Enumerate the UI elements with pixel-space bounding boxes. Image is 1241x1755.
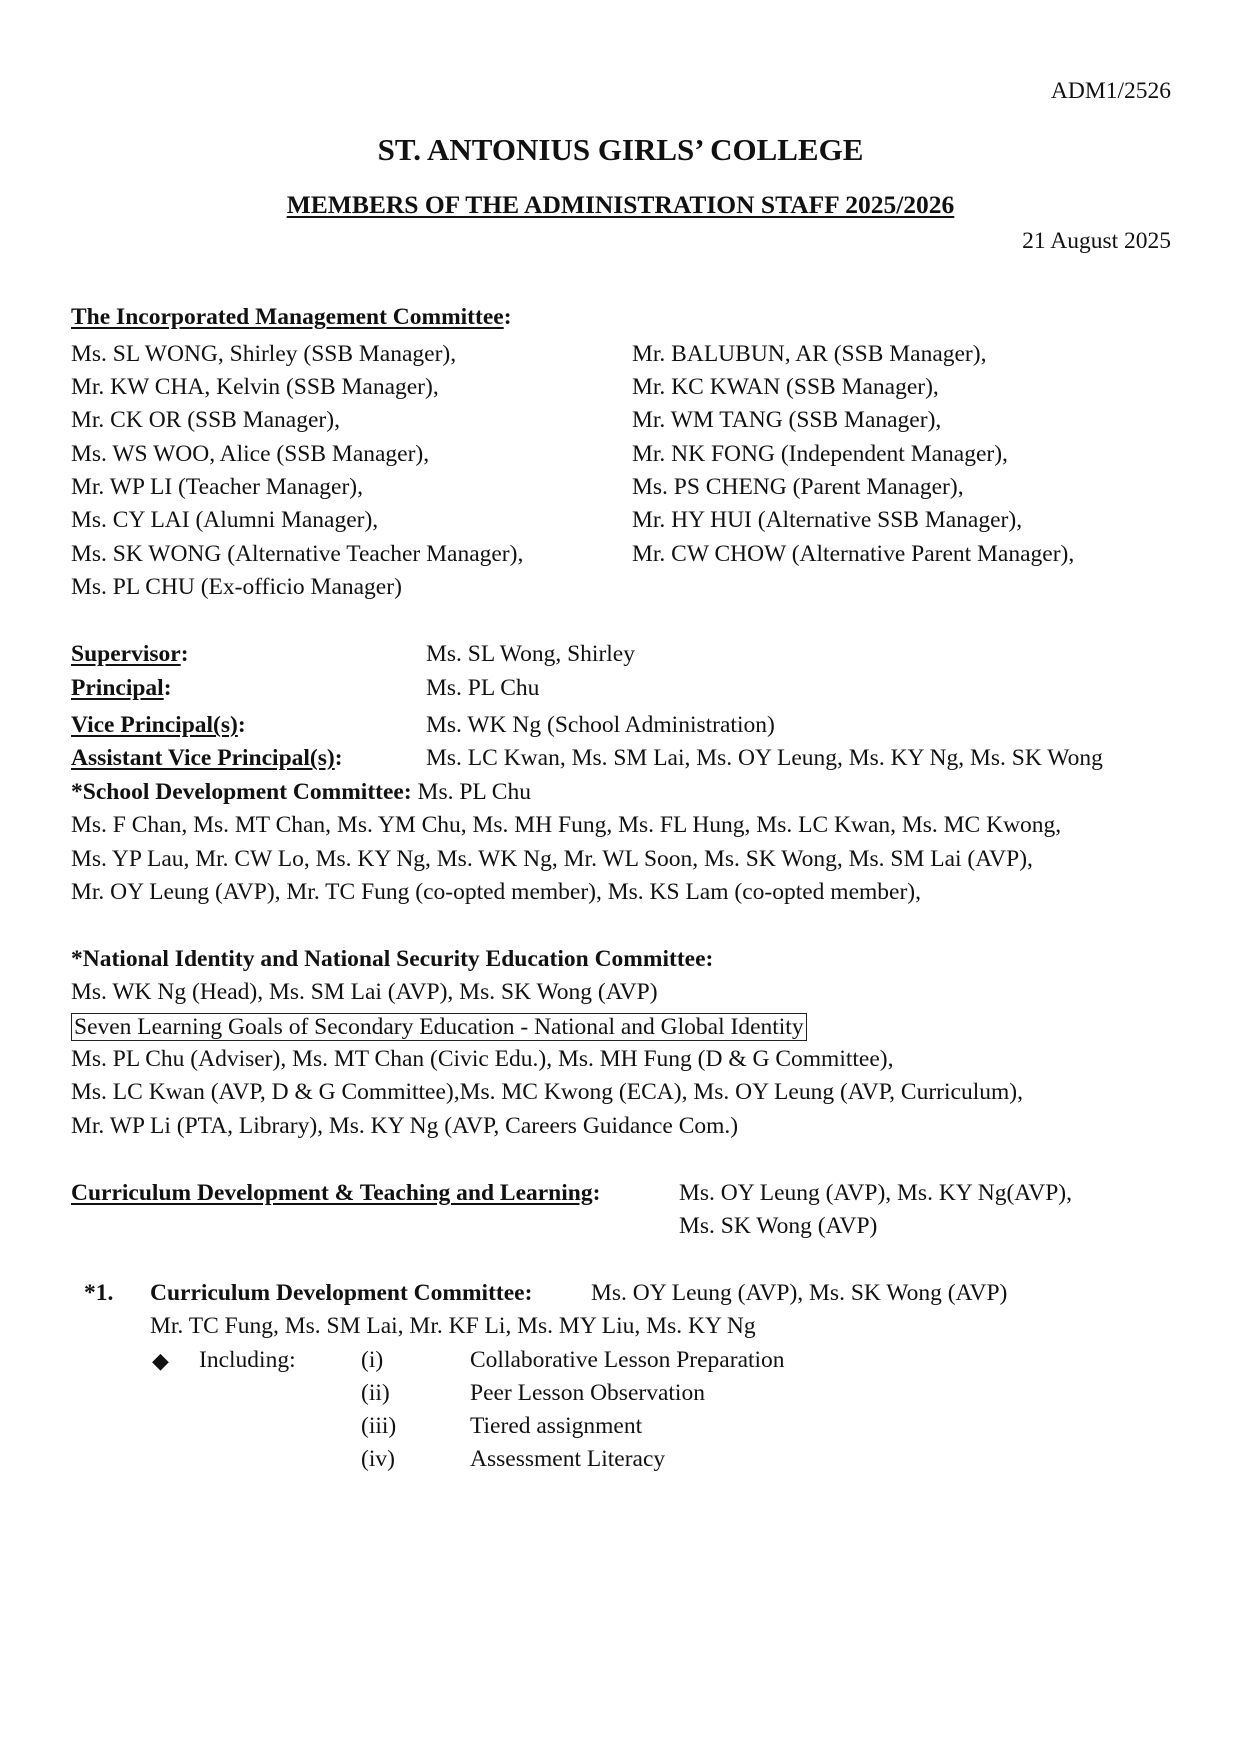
imc-member-left: Ms. SL WONG, Shirley (SSB Manager), [71,341,457,367]
imc-member-right: Mr. NK FONG (Independent Manager), [632,441,1008,467]
role-label-assistant-vice-principal: Assistant Vice Principal(s): [71,745,343,771]
imc-member-right: Mr. BALUBUN, AR (SSB Manager), [632,341,987,367]
role-value-supervisor: Ms. SL Wong, Shirley [426,641,635,667]
sdc-members: Ms. F Chan, Ms. MT Chan, Ms. YM Chu, Ms. MH Fung, Ms. FL Hung, Ms. LC Kwan, Ms. MC Kwong, [71,812,1062,838]
list-item: Tiered assignment [470,1413,643,1439]
cdtl-heading: Curriculum Development & Teaching and Learning: [71,1180,601,1206]
list-item-number: (i) [361,1347,384,1373]
sdc-heading: *School Development Committee: [71,779,412,805]
cdtl-heads: Ms. OY Leung (AVP), Ms. KY Ng(AVP), [679,1180,1072,1206]
cdc-heading: Curriculum Development Committee: [150,1280,533,1306]
imc-member-left: Ms. CY LAI (Alumni Manager), [71,507,379,533]
imc-member-left: Ms. PL CHU (Ex-officio Manager) [71,574,402,600]
imc-member-left: Ms. WS WOO, Alice (SSB Manager), [71,441,430,467]
sdc-members: Mr. OY Leung (AVP), Mr. TC Fung (co-opted member), Ms. KS Lam (co-opted member), [71,879,922,905]
nise-members: Mr. WP Li (PTA, Library), Ms. KY Ng (AVP, Careers Guidance Com.) [71,1113,739,1139]
role-label-supervisor: Supervisor: [71,641,189,667]
nise-heads: Ms. WK Ng (Head), Ms. SM Lai (AVP), Ms. SK Wong (AVP) [71,979,658,1005]
nise-heading: *National Identity and National Security Education Committee: [71,946,714,972]
list-item: Peer Lesson Observation [470,1380,705,1406]
nise-members: Ms. LC Kwan (AVP, D & G Committee),Ms. MC Kwong (ECA), Ms. OY Leung (AVP, Curriculum), [71,1079,1023,1105]
imc-member-left: Ms. SK WONG (Alternative Teacher Manager), [71,541,524,567]
nise-learning-goal-box: Seven Learning Goals of Secondary Education - National and Global Identity [71,1011,807,1044]
role-value-assistant-vice-principal: Ms. LC Kwan, Ms. SM Lai, Ms. OY Leung, Ms. KY Ng, Ms. SK Wong [426,745,1103,771]
sdc-members: Ms. YP Lau, Mr. CW Lo, Ms. KY Ng, Ms. WK Ng, Mr. WL Soon, Ms. SK Wong, Ms. SM Lai (AVP), [71,846,1033,872]
nise-members: Ms. PL Chu (Adviser), Ms. MT Chan (Civic Edu.), Ms. MH Fung (D & G Committee), [71,1046,894,1072]
school-name: ST. ANTONIUS GIRLS’ COLLEGE [377,132,864,167]
sdc-heading-line [71,776,531,809]
list-item-number: (ii) [361,1380,390,1406]
document-date: 21 August 2025 [1022,228,1171,254]
including-label: Including: [199,1347,296,1373]
list-item: Collaborative Lesson Preparation [470,1347,785,1373]
list-item-number: (iv) [361,1446,395,1472]
cdc-members: Mr. TC Fung, Ms. SM Lai, Mr. KF Li, Ms. MY Liu, Ms. KY Ng [150,1313,756,1339]
imc-member-left: Mr. WP LI (Teacher Manager), [71,474,363,500]
imc-member-left: Mr. KW CHA, Kelvin (SSB Manager), [71,374,439,400]
imc-member-right: Mr. CW CHOW (Alternative Parent Manager), [632,541,1075,567]
cdc-heads: Ms. OY Leung (AVP), Ms. SK Wong (AVP) [591,1280,1008,1306]
role-label-vice-principal: Vice Principal(s): [71,712,246,738]
imc-member-right: Ms. PS CHENG (Parent Manager), [632,474,964,500]
list-item-number: (iii) [361,1413,397,1439]
role-value-principal: Ms. PL Chu [426,675,540,701]
document-reference: ADM1/2526 [1050,78,1171,104]
role-label-principal: Principal: [71,675,172,701]
diamond-bullet-icon: ◆ [152,1348,169,1373]
sdc-head: Ms. PL Chu [417,779,531,805]
list-item: Assessment Literacy [470,1446,666,1472]
imc-member-right: Mr. WM TANG (SSB Manager), [632,407,942,433]
document-title: MEMBERS OF THE ADMINISTRATION STAFF 2025/2026 [286,190,955,219]
cdtl-heads: Ms. SK Wong (AVP) [679,1213,878,1239]
imc-member-right: Mr. KC KWAN (SSB Manager), [632,374,939,400]
role-value-vice-principal: Ms. WK Ng (School Administration) [426,712,775,738]
cdc-number: *1. [84,1280,114,1306]
imc-heading: The Incorporated Management Committee: [71,304,512,330]
imc-member-left: Mr. CK OR (SSB Manager), [71,407,340,433]
imc-member-right: Mr. HY HUI (Alternative SSB Manager), [632,507,1023,533]
